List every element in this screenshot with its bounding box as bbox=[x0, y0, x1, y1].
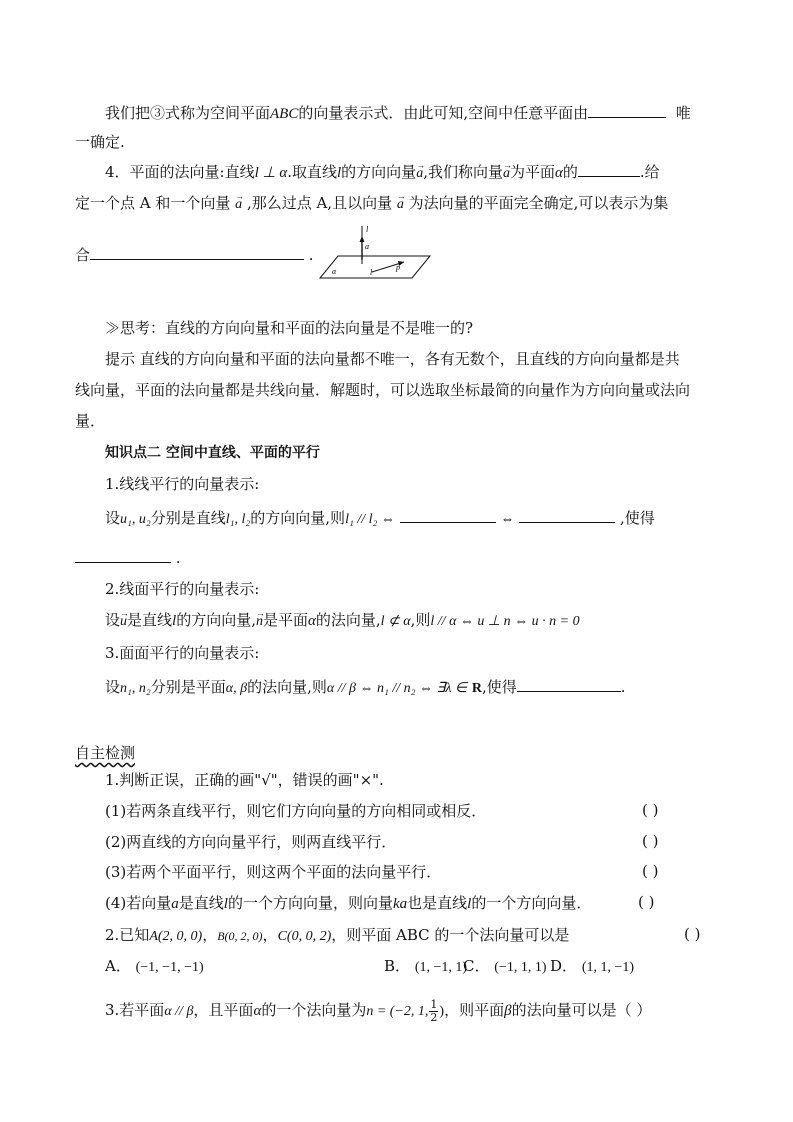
figure-label-alpha: α bbox=[332, 267, 337, 276]
k2-s3-body: 设n₁, n₂分别是平面α, β的法向量,则α // β ⇔ n₁ // n₂ ⇔ ∃λ ∈ R,使得 . bbox=[105, 678, 626, 696]
blank-1[interactable] bbox=[588, 102, 666, 118]
k2-s2-body: 设→ u是直线l的方向向量,→ n是平面α的法向量,l ⊄ α,则l // α ⇔ u ⊥ n ⇔ u · n = 0 bbox=[105, 610, 580, 632]
check-item-2: (2)两直线的方向向量平行，则两直线平行． bbox=[105, 833, 397, 851]
option-a[interactable]: A． (−1, −1, −1) bbox=[105, 957, 204, 975]
blank-5[interactable] bbox=[519, 507, 615, 523]
normal-vector-figure bbox=[316, 222, 432, 282]
figure-label-a: a bbox=[365, 242, 369, 251]
blank-3[interactable] bbox=[90, 244, 304, 260]
k2-s1-body: 设u₁, u₂分别是直线l₁, l₂的方向向量,则l₁ // l₂ ⇔ ⇔ ,使得 bbox=[105, 509, 655, 527]
check-item-4: (4)若向量a是直线l的一个方向向量，则向量ka也是直线l的一个方向向量． bbox=[105, 894, 592, 912]
answer-paren-3[interactable]: ( ) bbox=[642, 862, 659, 880]
k2-s1: 1.线线平行的向量表示: bbox=[105, 475, 260, 493]
para-normal-vector-3: 合 . bbox=[75, 246, 314, 264]
fraction-half: $\frac{1}{2}$ bbox=[430, 997, 438, 1024]
option-c[interactable]: C． (−1, 1, 1) bbox=[463, 957, 547, 975]
para-normal-vector: 4．平面的法向量:直线l ⊥ α.取直线l的方向向量→ a,我们称向量→ a为平面α的 .给 bbox=[105, 161, 660, 184]
answer-paren-2[interactable]: ( ) bbox=[642, 832, 659, 850]
figure-label-p: p bbox=[396, 263, 400, 272]
hint-line-1: 提示 直线的方向向量和平面的法向量都不唯一，各有无数个，且直线的方向向量都是共 bbox=[105, 350, 680, 368]
check-q2: 2.已知A(2, 0, 0)，B(0, 2, 0)，C(0, 0, 2)，则平面 ABC 的一个法向量可以是 bbox=[105, 926, 570, 944]
check-item-3: (3)若两个平面平行，则这两个平面的法向量平行． bbox=[105, 863, 442, 881]
k2-s3: 3.面面平行的向量表示: bbox=[105, 644, 260, 662]
answer-paren-1[interactable]: ( ) bbox=[642, 801, 659, 819]
hint-line-2: 线向量，平面的法向量都是共线向量．解题时，可以选取坐标最简的向量作为方向向量或法向 bbox=[75, 381, 691, 399]
answer-paren-4[interactable]: ( ) bbox=[638, 893, 655, 911]
option-d[interactable]: D． (1, 1, −1) bbox=[550, 957, 635, 975]
figure-label-l: l bbox=[366, 225, 369, 234]
option-b[interactable]: B． (1, −1, 1) bbox=[384, 957, 468, 975]
think-question: ≫思考：直线的方向向量和平面的法向量是不是唯一的? bbox=[105, 319, 474, 337]
blank-4[interactable] bbox=[400, 507, 496, 523]
check-q1: 1.判断正误，正确的画"√"，错误的画"×". bbox=[105, 771, 384, 789]
hint-line-3: 量． bbox=[75, 412, 106, 430]
self-check-heading: 自主检测 bbox=[75, 744, 136, 762]
section-title-k2: 知识点二 空间中直线、平面的平行 bbox=[105, 445, 320, 461]
figure-label-i: l bbox=[370, 268, 373, 277]
blank-7[interactable] bbox=[517, 676, 621, 692]
answer-paren-q2[interactable]: ( ) bbox=[684, 925, 701, 943]
check-q3: 3.若平面α // β，且平面α的一个法向量为n = (−2, 1, $\frac{1}{2}$ )，则平面β的法向量可以是（ ） bbox=[105, 997, 652, 1024]
para-normal-vector-2: 定一个点 A 和一个向量 → a ,那么过点 A,且以向量 → a 为法向量的平面完全确定,可以表示为集 bbox=[75, 193, 668, 215]
k2-s2: 2.线面平行的向量表示: bbox=[105, 580, 260, 598]
para-plane-vector-cont: 一确定. bbox=[75, 133, 125, 151]
para-plane-vector: 我们把③式称为空间平面ABC的向量表示式．由此可知,空间中任意平面由 唯 bbox=[105, 104, 691, 122]
blank-6[interactable] bbox=[75, 547, 171, 563]
k2-s1-cont: . bbox=[75, 547, 181, 568]
blank-2[interactable] bbox=[578, 161, 640, 177]
check-item-1: (1)若两条直线平行，则它们方向向量的方向相同或相反． bbox=[105, 802, 487, 820]
